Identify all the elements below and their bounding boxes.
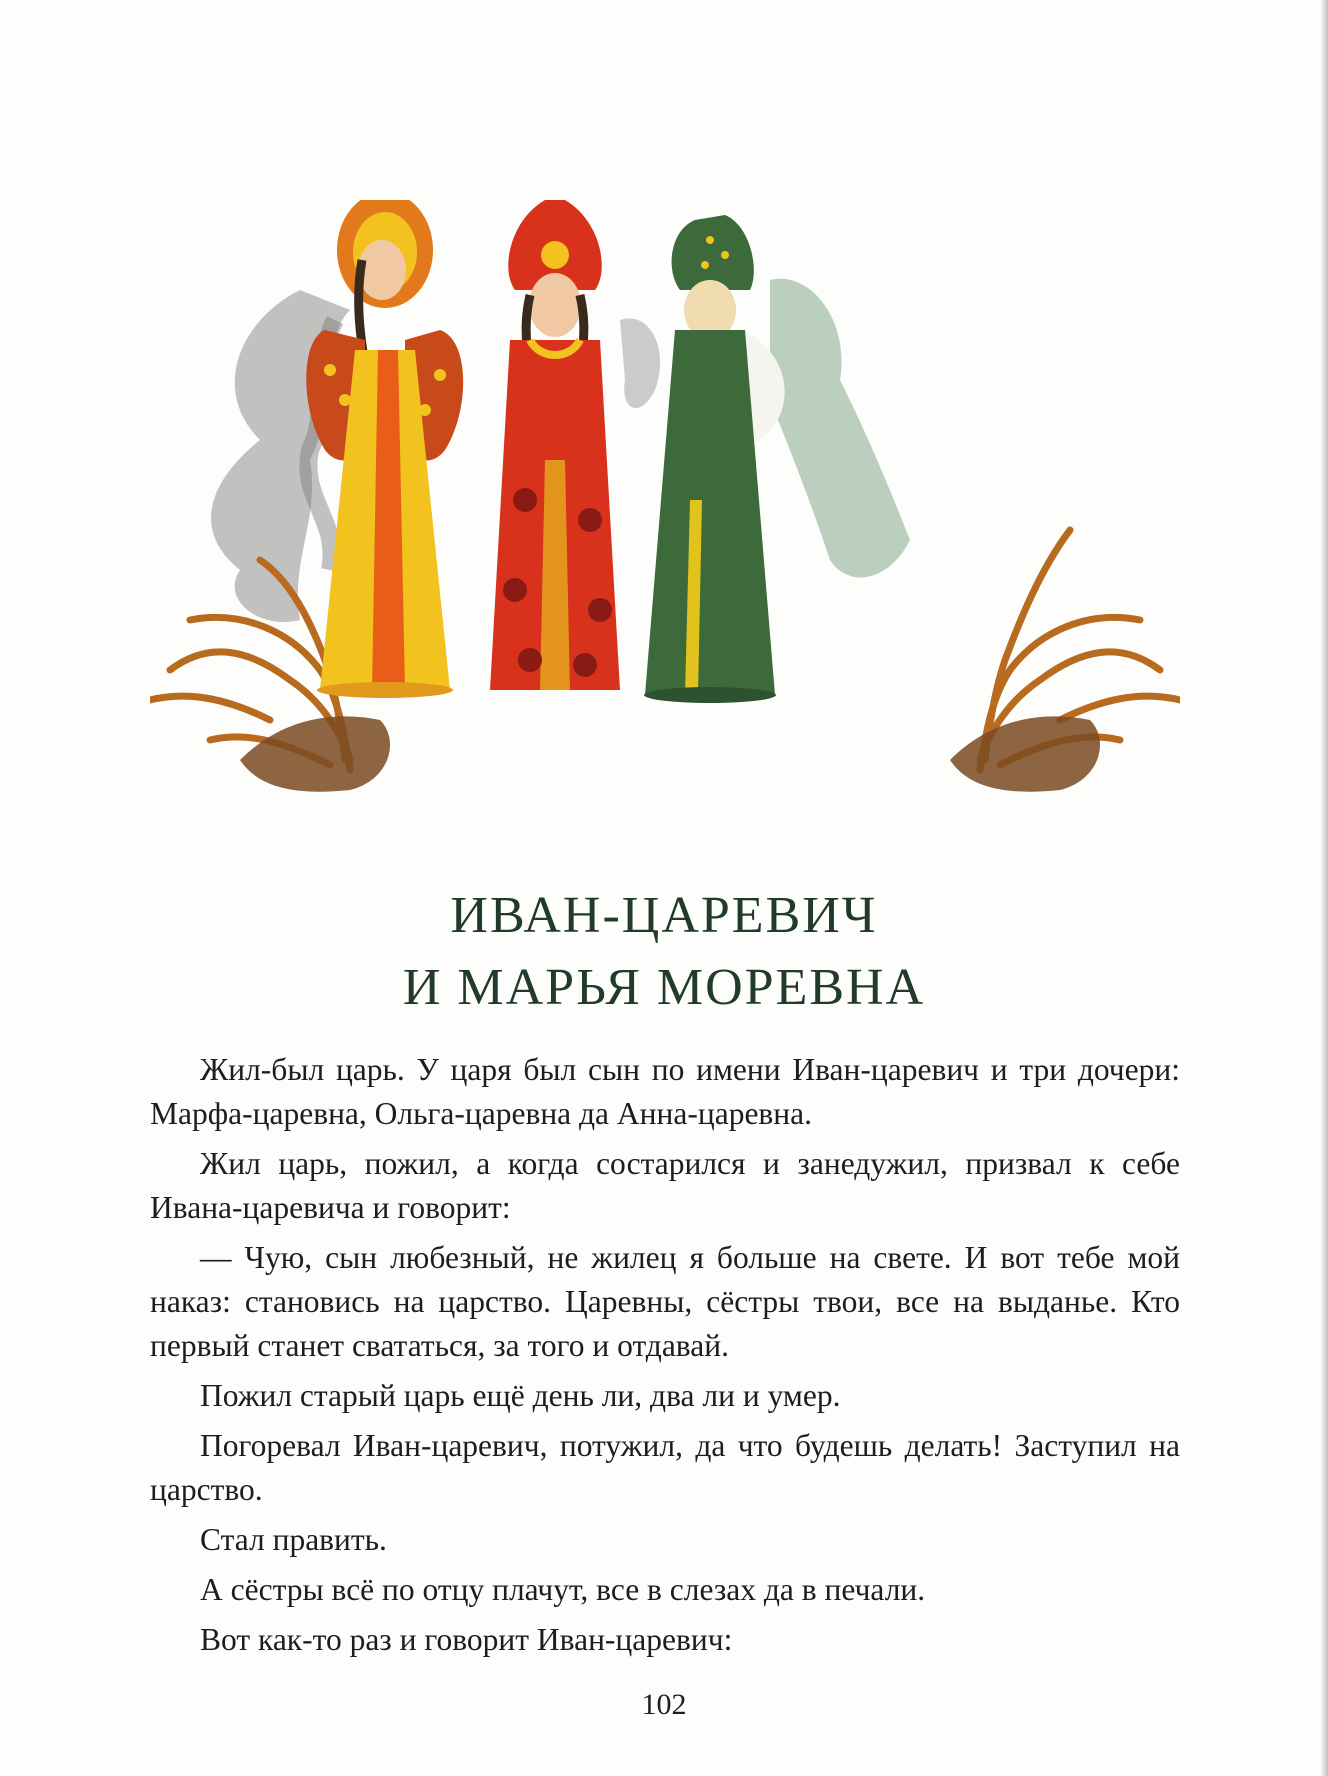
paragraph: Жил-был царь. У царя был сын по имени Иван-царевич и три дочери: Марфа-царевна, Ольга-царевна да Анна-царевна.	[150, 1052, 1180, 1131]
title-line-1: ИВАН-ЦАРЕВИЧ	[450, 887, 878, 944]
page-number: 102	[641, 1688, 687, 1721]
story-title	[0, 880, 1328, 1024]
paragraph: Погоревал Иван-царевич, потужил, да что будешь делать! Заступил на царство.	[150, 1428, 1180, 1507]
paragraph: Жил царь, пожил, а когда состарился и занедужил, призвал к себе Ивана-царевича и говорит:	[150, 1146, 1180, 1225]
paragraph: Пожил старый царь ещё день ли, два ли и умер.	[200, 1378, 841, 1413]
story-text	[150, 1048, 1180, 1668]
three-tsarevnas-illustration	[150, 200, 1180, 810]
paragraph: — Чую, сын любезный, не жилец я больше на свете. И вот тебе мой наказ: становись на царство. Царевны, сёстры твои, все на выданье. Кто первый станет свататься, за того и отдавай.	[150, 1240, 1180, 1363]
title-line-2: И МАРЬЯ МОРЕВНА	[402, 959, 926, 1016]
paragraph: Вот как-то раз и говорит Иван-царевич:	[200, 1622, 733, 1657]
paragraph: А сёстры всё по отцу плачут, все в слезах да в печали.	[200, 1572, 926, 1607]
paragraph: Стал править.	[200, 1522, 387, 1557]
